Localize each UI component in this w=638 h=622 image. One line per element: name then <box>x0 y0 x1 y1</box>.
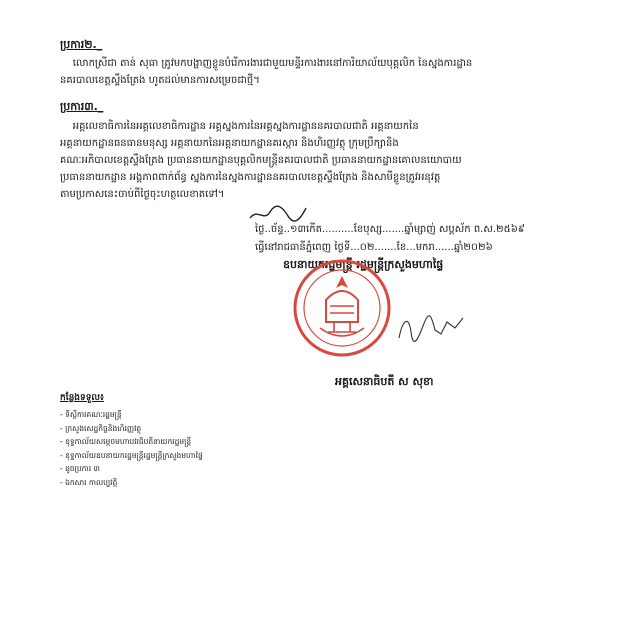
recipients-list <box>60 408 203 489</box>
article-3-heading: ប្រការ៣._ <box>60 100 104 113</box>
recipient-item: - ដូចប្រការ ៣ <box>60 464 100 473</box>
article-3-body: អគ្គលេខាធិការនៃអគ្គលេខាធិការដ្ឋាន អគ្គស្នងការនៃអគ្គស្នងការដ្ឋាននគរបាលជាតិ អគ្គនាយកនៃ អគ្គនាយកដ្ឋានធនធានមនុស្ស អគ្គនាយកនៃអគ្គនាយកដ្ឋានគរស្ការ និងហិរញ្ញវត្ថុ ក្រុមប្រឹក្សានិង គណៈអភិបាលខេត្តស្ទឹងត្រែង ប្រធាននាយកដ្ឋានបុគ្គលិកមន្ត្រីនគរបាលជាតិ ប្រធាននាយកដ្ឋានគោលនយោបាយ ប្រធាននាយកដ្ឋាន អង្គភាពពាក់ព័ន្ធ ស្នងការនៃស្នងការដ្ឋាននគរបាលខេត្តស្ទឹងត្រែង និងសាមីខ្លួនត្រូវអនុវត្ត តាមប្រកាសនេះចាប់ពីថ្ងៃចុះហត្ថលេខាតទៅ។ <box>60 121 462 200</box>
recipient-item: - ខុទ្ទកាល័យសម្តេចមហាបវរធិបតីនាយករដ្ឋមន្ត្រី <box>60 437 192 446</box>
recipients-heading: កន្លែងទទួល៖ <box>60 393 104 403</box>
recipient-item: - ទីស្តីការគណៈរដ្ឋមន្ត្រី <box>60 410 122 419</box>
article-2-heading: ប្រការ២._ <box>60 38 103 51</box>
article-2-body: លោកស្រីជា តាន់ សុធា ត្រូវមកបង្ហាញខ្លួនបំរើការងារជាមួយមន្ទីរការងារនៅការិយាល័យបុគ្គលិក នៃស្នងការដ្ឋាន នគរបាលខេត្តស្ទឹងត្រែង ហូតដល់មានការសម្រេចជាថ្មី។ <box>60 58 473 86</box>
signer-name: អគ្គសេនាធិបតី ស សុខា <box>335 375 434 388</box>
signer-title: ឧបនាយករដ្ឋមន្ត្រី រដ្ឋមន្ត្រីក្រសួងមហាផ្ទៃ <box>283 258 444 271</box>
official-seal-icon <box>292 258 392 358</box>
handwritten-mark-icon <box>248 204 308 224</box>
recipient-item: - ឯកសារ កាលប្បវត្តិ <box>60 477 118 487</box>
date-solar: ធ្វើនៅរាជធានីភ្នំពេញ ថ្ងៃទី...០២.......ខែ...មករា......ឆ្នាំ២០២៦ <box>255 242 493 253</box>
recipient-item: - ខុទ្ទកាល័យឧបនាយករដ្ឋមន្ត្រីរដ្ឋមន្ត្រីក្រសួងមហាផ្ទៃ <box>60 450 203 460</box>
recipient-item: - ក្រសួងសេដ្ឋកិច្ចនិងហិរញ្ញវត្ថុ <box>60 423 142 433</box>
date-lunar: ថ្ងៃ..ច័ន្ទ..១៣កើត..........ខែបុស្ស.......ឆ្នាំម្សាញ់ សប្តស័ក ព.ស.២៥៦៩ <box>255 224 525 235</box>
signature-icon <box>395 308 465 348</box>
